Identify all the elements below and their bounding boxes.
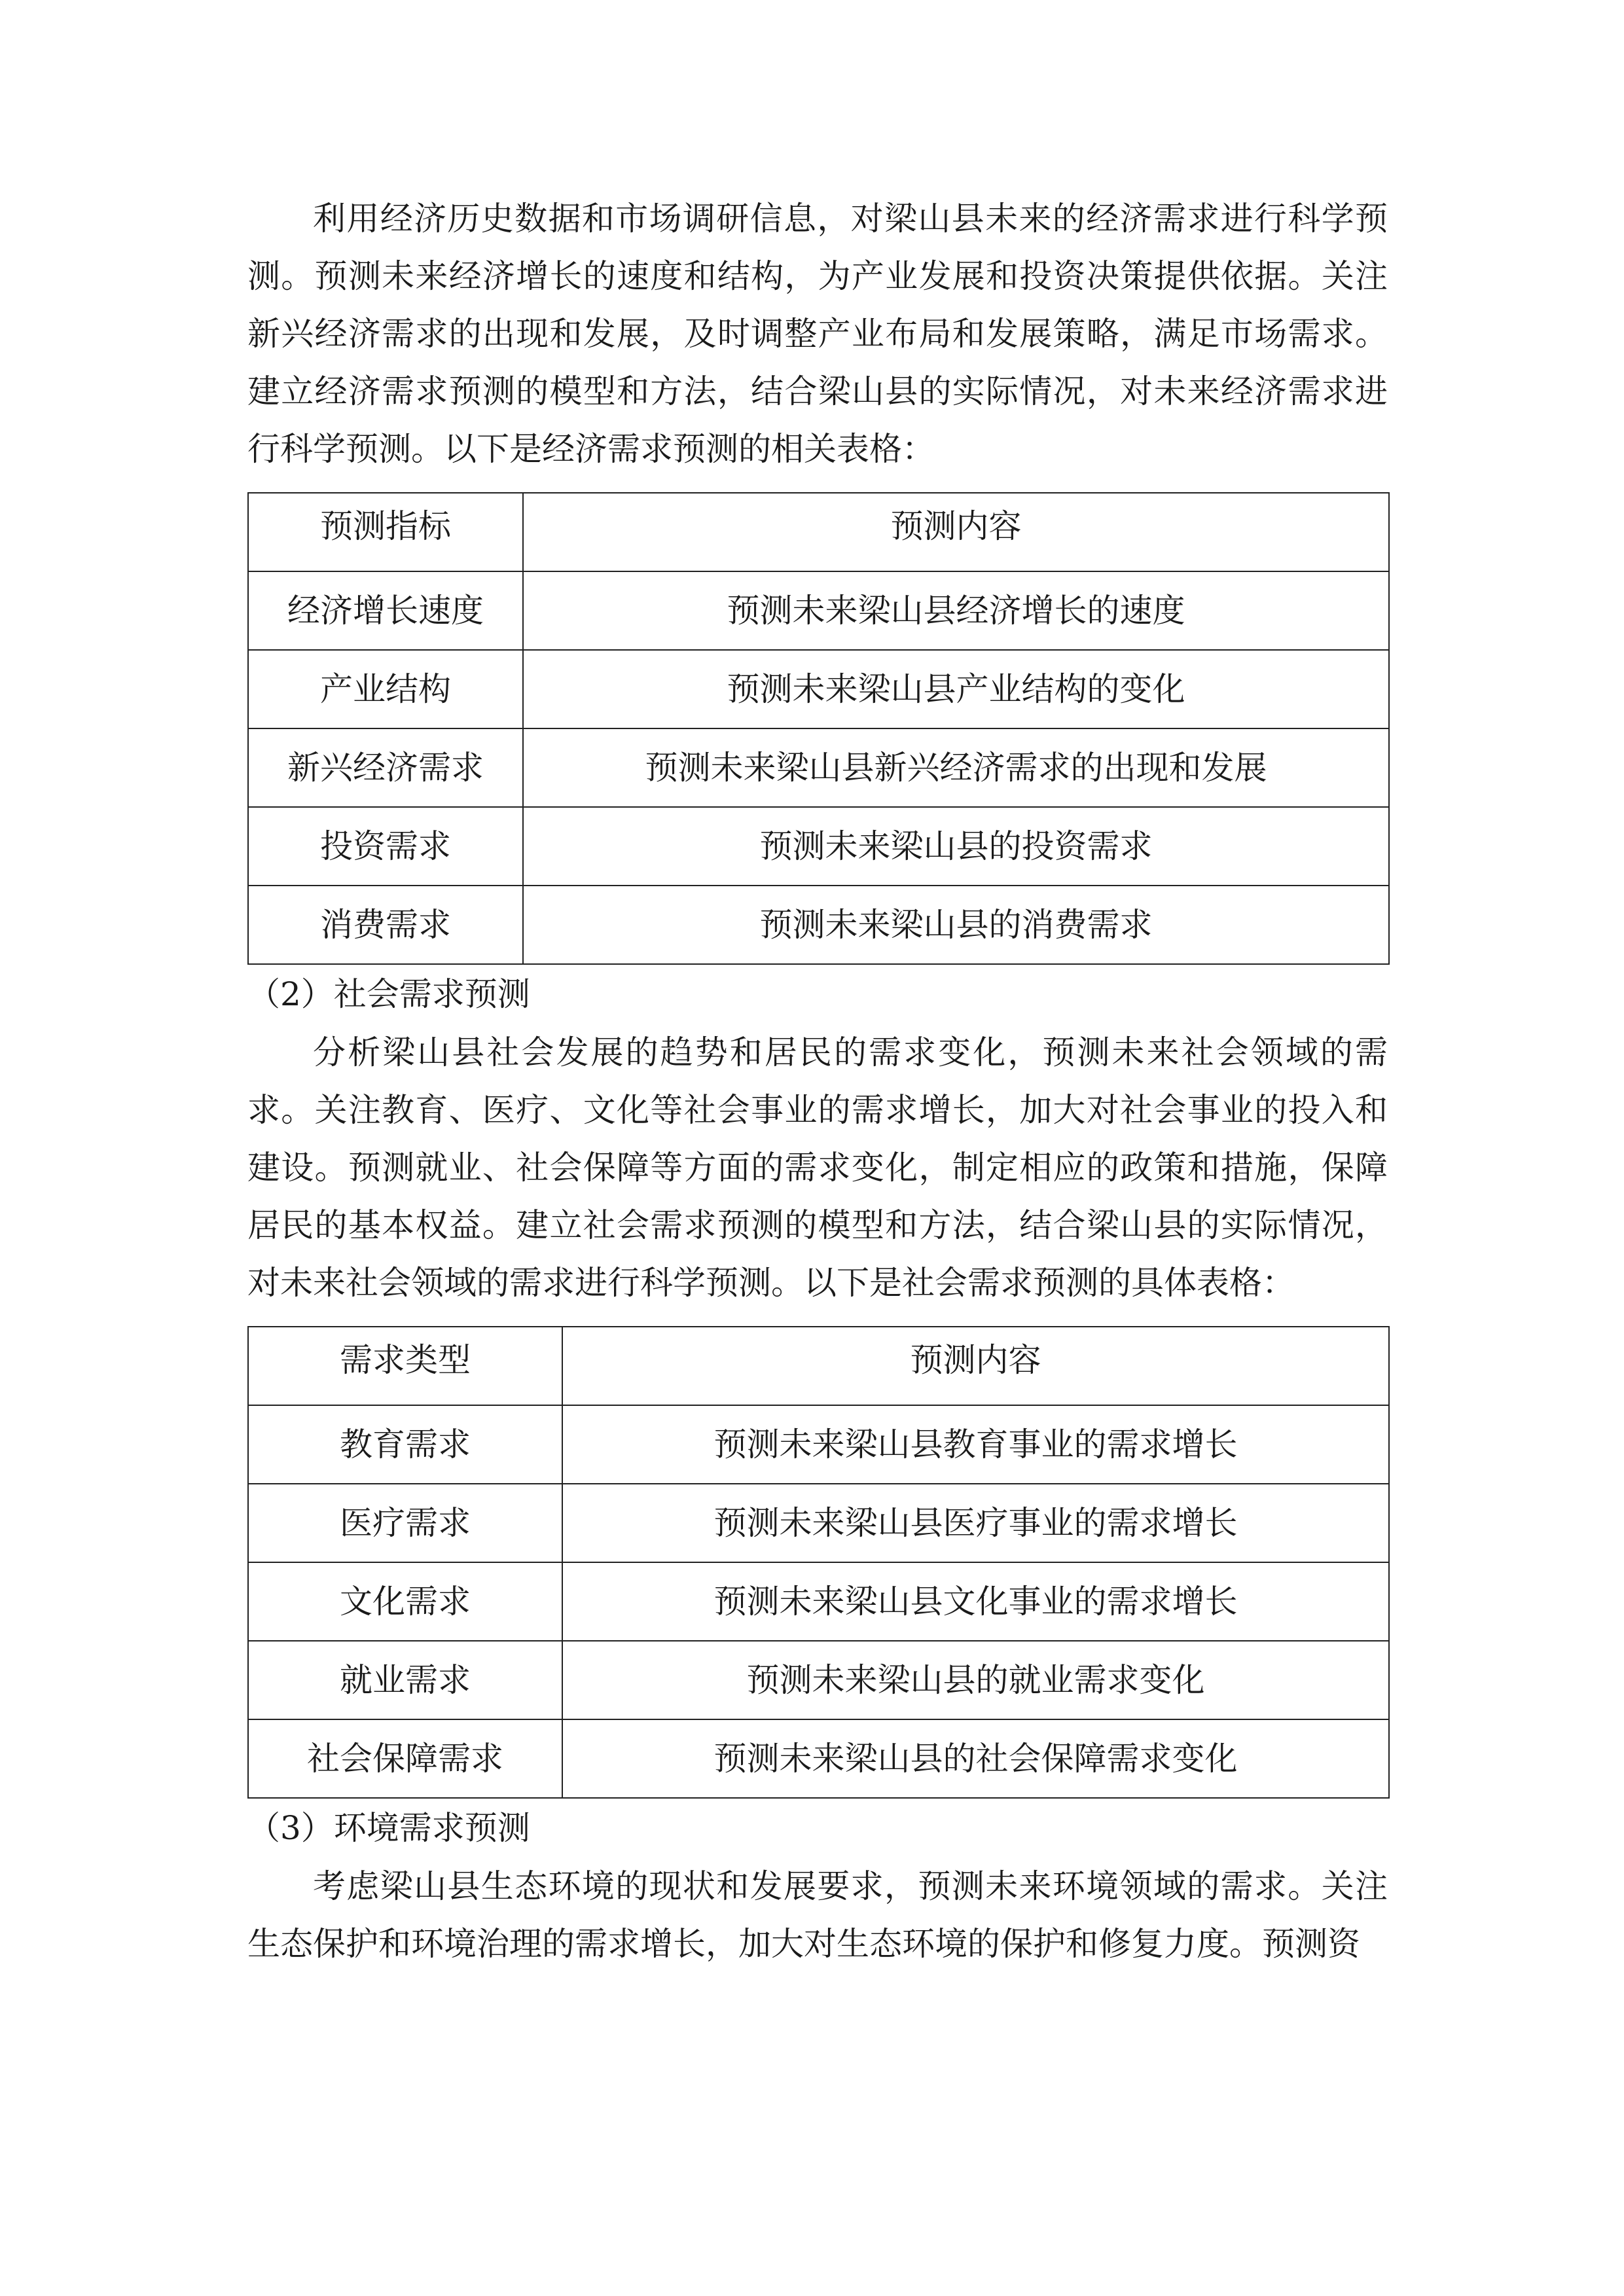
table-cell: 医疗需求 [248,1484,562,1562]
environment-forecast-heading: （3）环境需求预测 [247,1809,530,1847]
social-forecast-table [247,1326,1390,1799]
table-cell: 就业需求 [248,1641,562,1719]
table-cell: 预测未来梁山县的社会保障需求变化 [562,1719,1389,1798]
table-cell: 教育需求 [248,1405,562,1484]
table-cell: 投资需求 [248,807,523,886]
economic-forecast-table [247,492,1390,965]
table-cell: 预测未来梁山县医疗事业的需求增长 [562,1484,1389,1562]
table-row [248,1405,1389,1484]
table-cell: 文化需求 [248,1562,562,1641]
table-cell: 预测未来梁山县的消费需求 [523,886,1389,964]
table-cell: 产业结构 [248,650,523,728]
table-header-row [248,1327,1389,1405]
table-cell: 社会保障需求 [248,1719,562,1798]
social-forecast-heading: （2）社会需求预测 [247,975,530,1013]
table-row [248,571,1389,650]
table-row [248,1641,1389,1719]
table-cell: 预测未来梁山县教育事业的需求增长 [562,1405,1389,1484]
social-forecast-paragraph: 分析梁山县社会发展的趋势和居民的需求变化，预测未来社会领域的需求。关注教育、医疗、文化等社会事业的需求增长，加大对社会事业的投入和建设。预测就业、社会保障等方面的需求变化，制定相应的政策和措施，保障居民的基本权益。建立社会需求预测的模型和方法，结合梁山县的实际情况，对未来社会领域的需求进行科学预测。以下是社会需求预测的具体表格： [247,1033,1388,1302]
table-header-cell: 预测指标 [248,493,523,571]
table-row [248,1484,1389,1562]
table-cell: 预测未来梁山县新兴经济需求的出现和发展 [523,728,1389,807]
table-header-cell: 预测内容 [523,493,1389,571]
table-cell: 预测未来梁山县产业结构的变化 [523,650,1389,728]
table-row [248,886,1389,964]
environment-forecast-paragraph: 考虑梁山县生态环境的现状和发展要求，预测未来环境领域的需求。关注生态保护和环境治理的需求增长，加大对生态环境的保护和修复力度。预测资 [247,1867,1388,1963]
table-row [248,1719,1389,1798]
table-row [248,807,1389,886]
table-cell: 经济增长速度 [248,571,523,650]
table-cell: 预测未来梁山县文化事业的需求增长 [562,1562,1389,1641]
table-cell: 预测未来梁山县的投资需求 [523,807,1389,886]
table-cell: 新兴经济需求 [248,728,523,807]
table-header-row [248,493,1389,571]
table-header-cell: 需求类型 [248,1327,562,1405]
table-cell: 消费需求 [248,886,523,964]
table-row [248,1562,1389,1641]
table-row [248,650,1389,728]
table-header-cell: 预测内容 [562,1327,1389,1405]
table-cell: 预测未来梁山县经济增长的速度 [523,571,1389,650]
economic-forecast-paragraph: 利用经济历史数据和市场调研信息，对梁山县未来的经济需求进行科学预测。预测未来经济增长的速度和结构，为产业发展和投资决策提供依据。关注新兴经济需求的出现和发展，及时调整产业布局和发展策略，满足市场需求。建立经济需求预测的模型和方法，结合梁山县的实际情况，对未来经济需求进行科学预测。以下是经济需求预测的相关表格： [247,200,1388,468]
table-cell: 预测未来梁山县的就业需求变化 [562,1641,1389,1719]
document-page [247,190,1388,1973]
table-row [248,728,1389,807]
